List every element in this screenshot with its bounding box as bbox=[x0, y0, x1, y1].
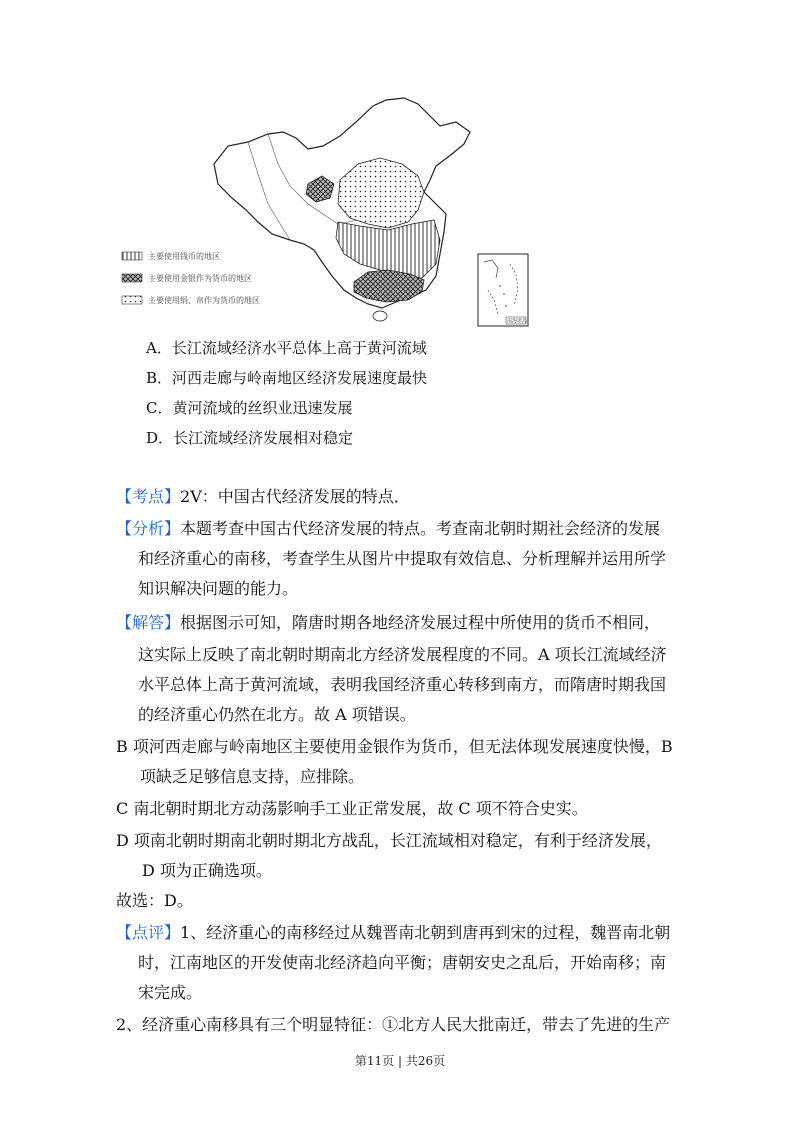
legend-label-gold-silver: 主要使用金银作为货币的地区 bbox=[148, 274, 252, 283]
kaodian-text: 2V：中国古代经济发展的特点． bbox=[180, 487, 410, 506]
fenxi-text-1: 本题考查中国古代经济发展的特点。考查南北朝时期社会经济的发展 bbox=[180, 519, 661, 538]
option-c: C．黄河流域的丝织业迅速发展 bbox=[146, 399, 353, 417]
option-b: B．河西走廊与岭南地区经济发展速度最快 bbox=[146, 369, 428, 387]
d-analysis-line-1: D 项南北朝时期南北朝时期北方战乱，长江流域相对稳定，有利于经济发展， bbox=[116, 831, 662, 850]
answer-line: 故选：D。 bbox=[116, 891, 193, 910]
china-map-image bbox=[118, 94, 530, 330]
fenxi-tag: 【分析】 bbox=[116, 519, 181, 538]
south-china-sea-inset bbox=[478, 254, 528, 326]
china-currency-map-figure bbox=[118, 94, 530, 330]
dianping-text-1: 1、经济重心的南移经过从魏晋南北朝到唐再到宋的过程，魏晋南北朝 bbox=[180, 923, 671, 942]
jieda-line-1 bbox=[116, 612, 660, 634]
fenxi-line-1 bbox=[116, 518, 660, 540]
legend-label-silk: 主要使用绢、帛作为货币的地区 bbox=[148, 296, 260, 305]
b-analysis-line-2: 项缺乏足够信息支持，应排除。 bbox=[140, 767, 365, 786]
kaodian-line bbox=[116, 486, 410, 508]
fenxi-line-2: 和经济重心的南移，考查学生从图片中提取有效信息、分析理解并运用所学 bbox=[138, 549, 667, 568]
dianping-line-3: 宋完成。 bbox=[138, 983, 203, 1002]
hainan-island bbox=[373, 311, 387, 321]
fenxi-line-3: 知识解决问题的能力。 bbox=[138, 579, 299, 598]
map-legend bbox=[122, 251, 260, 305]
jieda-line-3: 水平总体上高于黄河流域，表明我国经济重心转移到南方，而隋唐时期我国 bbox=[138, 675, 667, 694]
jieda-tag: 【解答】 bbox=[116, 613, 181, 632]
jieda-line-2: 这实际上反映了南北朝时期南北方经济发展程度的不同。A 项长江流域经济 bbox=[138, 645, 667, 664]
d-analysis-line-2: D 项为正确选项。 bbox=[142, 861, 272, 880]
option-d: D．长江流域经济发展相对稳定 bbox=[146, 429, 354, 447]
inset-label: 南海诸岛 bbox=[507, 318, 528, 325]
legend-label-coins: 主要使用钱币的地区 bbox=[148, 252, 220, 261]
page-footer: 第11页 | 共26页 bbox=[354, 1054, 446, 1068]
dianping-tag: 【点评】 bbox=[116, 923, 181, 942]
option-a: A．长江流域经济水平总体上高于黄河流域 bbox=[146, 339, 427, 357]
dianping-line-2: 时，江南地区的开发使南北经济趋向平衡；唐朝安史之乱后，开始南移；南 bbox=[138, 953, 667, 972]
c-analysis-line: C 南北朝时期北方动荡影响手工业正常发展，故 C 项不符合史实。 bbox=[116, 799, 588, 818]
dianping-point-2-line: 2、经济重心南移具有三个明显特征：①北方人民大批南迁，带去了先进的生产 bbox=[116, 1015, 671, 1034]
b-analysis-line-1: B 项河西走廊与岭南地区主要使用金银作为货币，但无法体现发展速度快慢，B bbox=[116, 737, 673, 756]
jieda-line-4: 的经济重心仍然在北方。故 A 项错误。 bbox=[138, 705, 416, 724]
kaodian-tag: 【考点】 bbox=[116, 487, 181, 506]
dianping-line-1 bbox=[116, 922, 670, 944]
jieda-text-1: 根据图示可知，隋唐时期各地经济发展过程中所使用的货币不相同， bbox=[180, 613, 661, 632]
